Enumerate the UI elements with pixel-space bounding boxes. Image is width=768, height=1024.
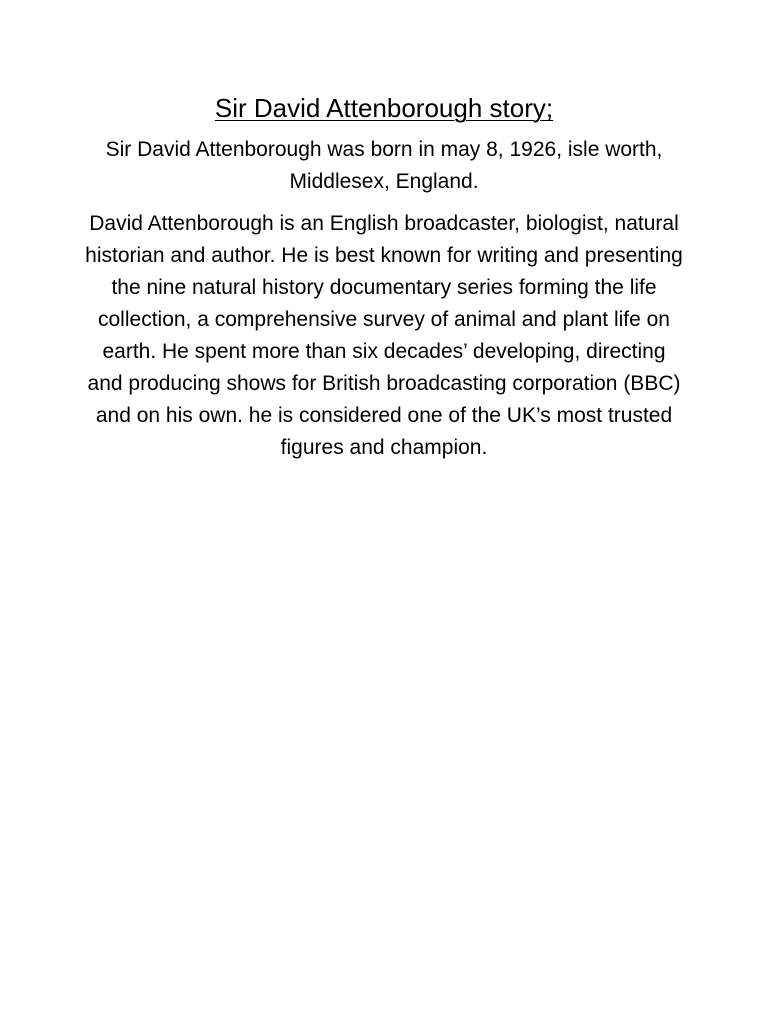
document-body xyxy=(84,90,684,474)
document-title: Sir David Attenborough story; xyxy=(214,93,554,123)
biography-paragraph: David Attenborough is an English broadcaster, biologist, natural historian and author. He is best known for writing and presenting the nine natural history documentary series forming the life collection, a comprehensive survey of animal and plant life on earth. He spent more than six decades’ developing, directing and producing shows for British broadcasting corporation (BBC) and on his own. he is considered one of the UK’s most trusted figures and champion. xyxy=(85,212,683,459)
birth-paragraph: Sir David Attenborough was born in may 8, 1926, isle worth, Middlesex, England. xyxy=(105,138,663,193)
